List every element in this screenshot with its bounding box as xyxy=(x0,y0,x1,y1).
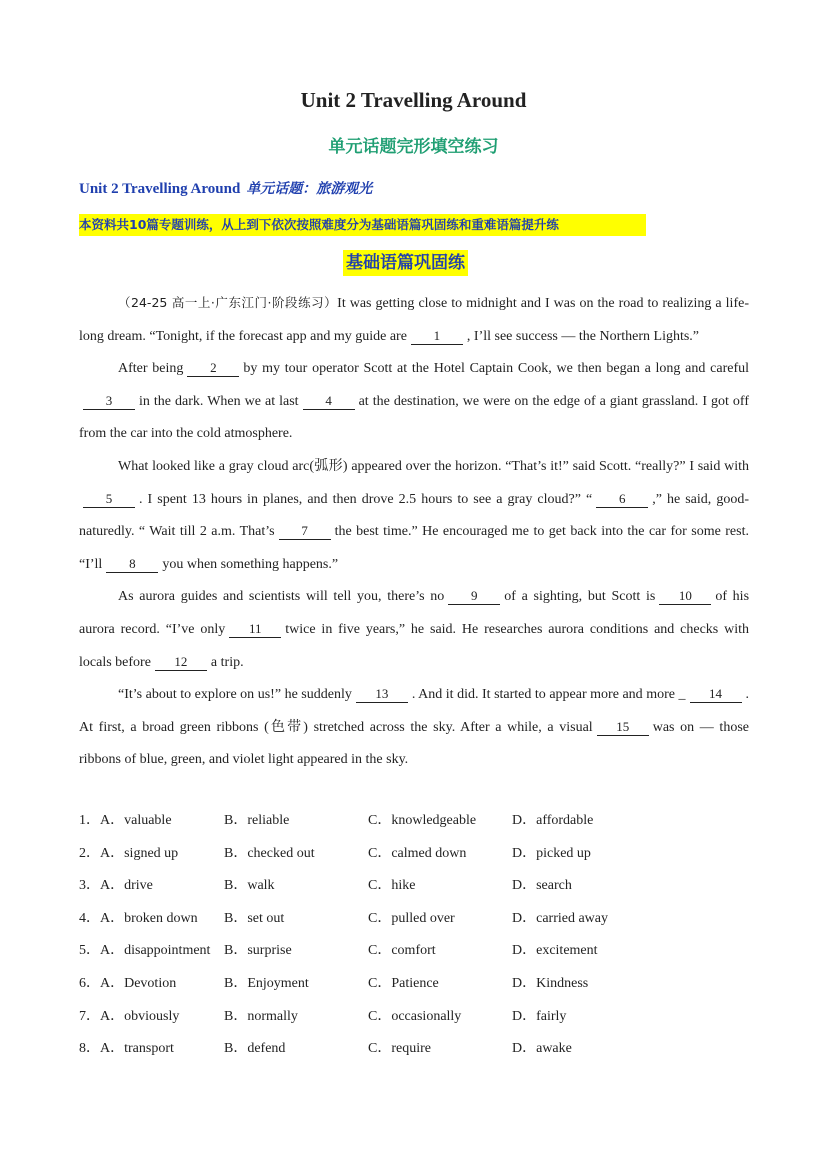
paragraph-2 xyxy=(79,353,749,451)
option-b: B．surprise xyxy=(224,943,292,959)
blank-7: 7 xyxy=(279,522,331,540)
text: . I spent 13 hours in planes, and then drove 2.5 hours to see a gray cloud?” “ xyxy=(139,491,593,507)
option-a: 3．A．drive xyxy=(79,878,153,894)
option-a: 1．A．valuable xyxy=(79,813,172,828)
text: by my tour operator Scott at the Hotel Captain Cook, we then began a long and careful xyxy=(243,361,749,377)
option-row xyxy=(79,1033,749,1066)
option-c: C．occasionally xyxy=(368,1008,462,1024)
cloze-passage xyxy=(79,287,749,777)
section-heading: 基础语篇巩固练 xyxy=(343,250,468,276)
topic-en: Unit 2 Travelling Around xyxy=(79,181,241,197)
option-b: B．normally xyxy=(224,1008,298,1024)
text: in the dark. When we at last xyxy=(139,393,299,409)
option-b: B．reliable xyxy=(224,813,290,828)
text: the best time.” He encouraged me to get back into the car for some rest. “I’ll xyxy=(79,524,749,572)
paragraph-4 xyxy=(79,581,749,679)
blank-14: 14 xyxy=(690,685,742,703)
blank-11: 11 xyxy=(229,620,281,638)
paragraph-1 xyxy=(79,287,749,353)
answer-options xyxy=(79,805,749,1066)
blank-4: 4 xyxy=(303,392,355,410)
option-d: D．fairly xyxy=(512,1008,567,1024)
option-d: D．affordable xyxy=(512,813,594,828)
option-row xyxy=(79,935,749,968)
option-a: 5．A．disappointment xyxy=(79,943,211,959)
blank-10: 10 xyxy=(659,587,711,605)
blank-5: 5 xyxy=(83,490,135,508)
blank-6: 6 xyxy=(596,490,648,508)
option-b: B．set out xyxy=(224,910,285,926)
option-b: B．checked out xyxy=(224,845,315,861)
text: twice in five years,” he said. He researches aurora conditions and checks with locals before xyxy=(79,621,749,670)
text: What looked like a gray cloud arc(弧形) appeared over the horizon. “That’s it!” said Scott. “really?” I said with xyxy=(118,458,749,474)
option-d: D．awake xyxy=(512,1041,572,1057)
text: of a sighting, but Scott is xyxy=(504,589,656,605)
option-a: 2．A．signed up xyxy=(79,845,179,861)
topic-line xyxy=(79,178,372,198)
source-note: （24-25 高一上·广东江门·阶段练习） xyxy=(118,295,338,310)
text: It was getting close to midnight and I was on the road to realizing a life-long dream. “Tonight, if the forecast app and my guide are xyxy=(79,296,749,344)
option-d: D．search xyxy=(512,878,572,894)
option-c: C．comfort xyxy=(368,943,436,959)
paragraph-3 xyxy=(79,451,749,581)
text: a trip. xyxy=(210,654,244,670)
option-a: 4．A．broken down xyxy=(79,910,198,926)
page-title: Unit 2 Travelling Around xyxy=(300,88,527,112)
option-row xyxy=(79,805,749,838)
blank-3: 3 xyxy=(83,392,135,410)
text: After being xyxy=(118,361,184,377)
option-d: D．excitement xyxy=(512,943,598,959)
option-a: 8．A．transport xyxy=(79,1041,174,1057)
option-d: D．carried away xyxy=(512,910,609,926)
text: , I’ll see success — the Northern Lights.” xyxy=(466,328,700,344)
text: “It’s about to explore on us!” he suddenly xyxy=(118,687,352,703)
text: . At first, a broad green ribbons (色带) stretched across the sky. After a while, a visual xyxy=(79,687,749,735)
text: at the destination, we were on the edge of a giant grassland. I got off from the car into the cold atmosphere. xyxy=(79,393,749,442)
text: As aurora guides and scientists will tell you, there’s no xyxy=(118,589,445,605)
option-b: B．defend xyxy=(224,1041,286,1057)
blank-2: 2 xyxy=(187,359,239,377)
page-subtitle: 单元话题完形填空练习 xyxy=(328,137,499,157)
notice-banner: 本资料共10篇专题训练，从上到下依次按照难度分为基础语篇巩固练和重难语篇提升练 xyxy=(79,214,646,236)
option-row xyxy=(79,1001,749,1034)
blank-12: 12 xyxy=(155,653,207,671)
blank-13: 13 xyxy=(356,685,408,703)
blank-9: 9 xyxy=(448,587,500,605)
option-d: D．picked up xyxy=(512,845,591,861)
blank-15: 15 xyxy=(597,718,649,736)
option-row xyxy=(79,870,749,903)
option-row xyxy=(79,968,749,1001)
option-c: C．knowledgeable xyxy=(368,813,477,828)
option-a: 7．A．obviously xyxy=(79,1008,180,1024)
option-c: C．require xyxy=(368,1041,431,1057)
text: . And it did. It started to appear more and more _ xyxy=(411,687,686,703)
text: of his aurora record. “I’ve only xyxy=(79,589,750,637)
option-row xyxy=(79,838,749,871)
topic-cn: 单元话题：旅游观光 xyxy=(246,181,373,197)
option-b: B．Enjoyment xyxy=(224,975,309,991)
text: you when something happens.” xyxy=(162,556,339,572)
option-b: B．walk xyxy=(224,878,275,894)
option-a: 6．A．Devotion xyxy=(79,975,177,991)
option-c: C．hike xyxy=(368,878,416,894)
paragraph-5 xyxy=(79,679,749,777)
blank-1: 1 xyxy=(411,327,463,345)
text: was on — those ribbons of blue, green, and violet light appeared in the sky. xyxy=(79,719,749,768)
option-row xyxy=(79,903,749,936)
option-c: C．pulled over xyxy=(368,910,455,926)
option-d: D．Kindness xyxy=(512,975,589,991)
blank-8: 8 xyxy=(106,555,158,573)
option-c: C．calmed down xyxy=(368,845,467,861)
option-c: C．Patience xyxy=(368,975,439,991)
text: ,” he said, good-naturedly. “ Wait till 2 a.m. That’s xyxy=(79,491,749,540)
